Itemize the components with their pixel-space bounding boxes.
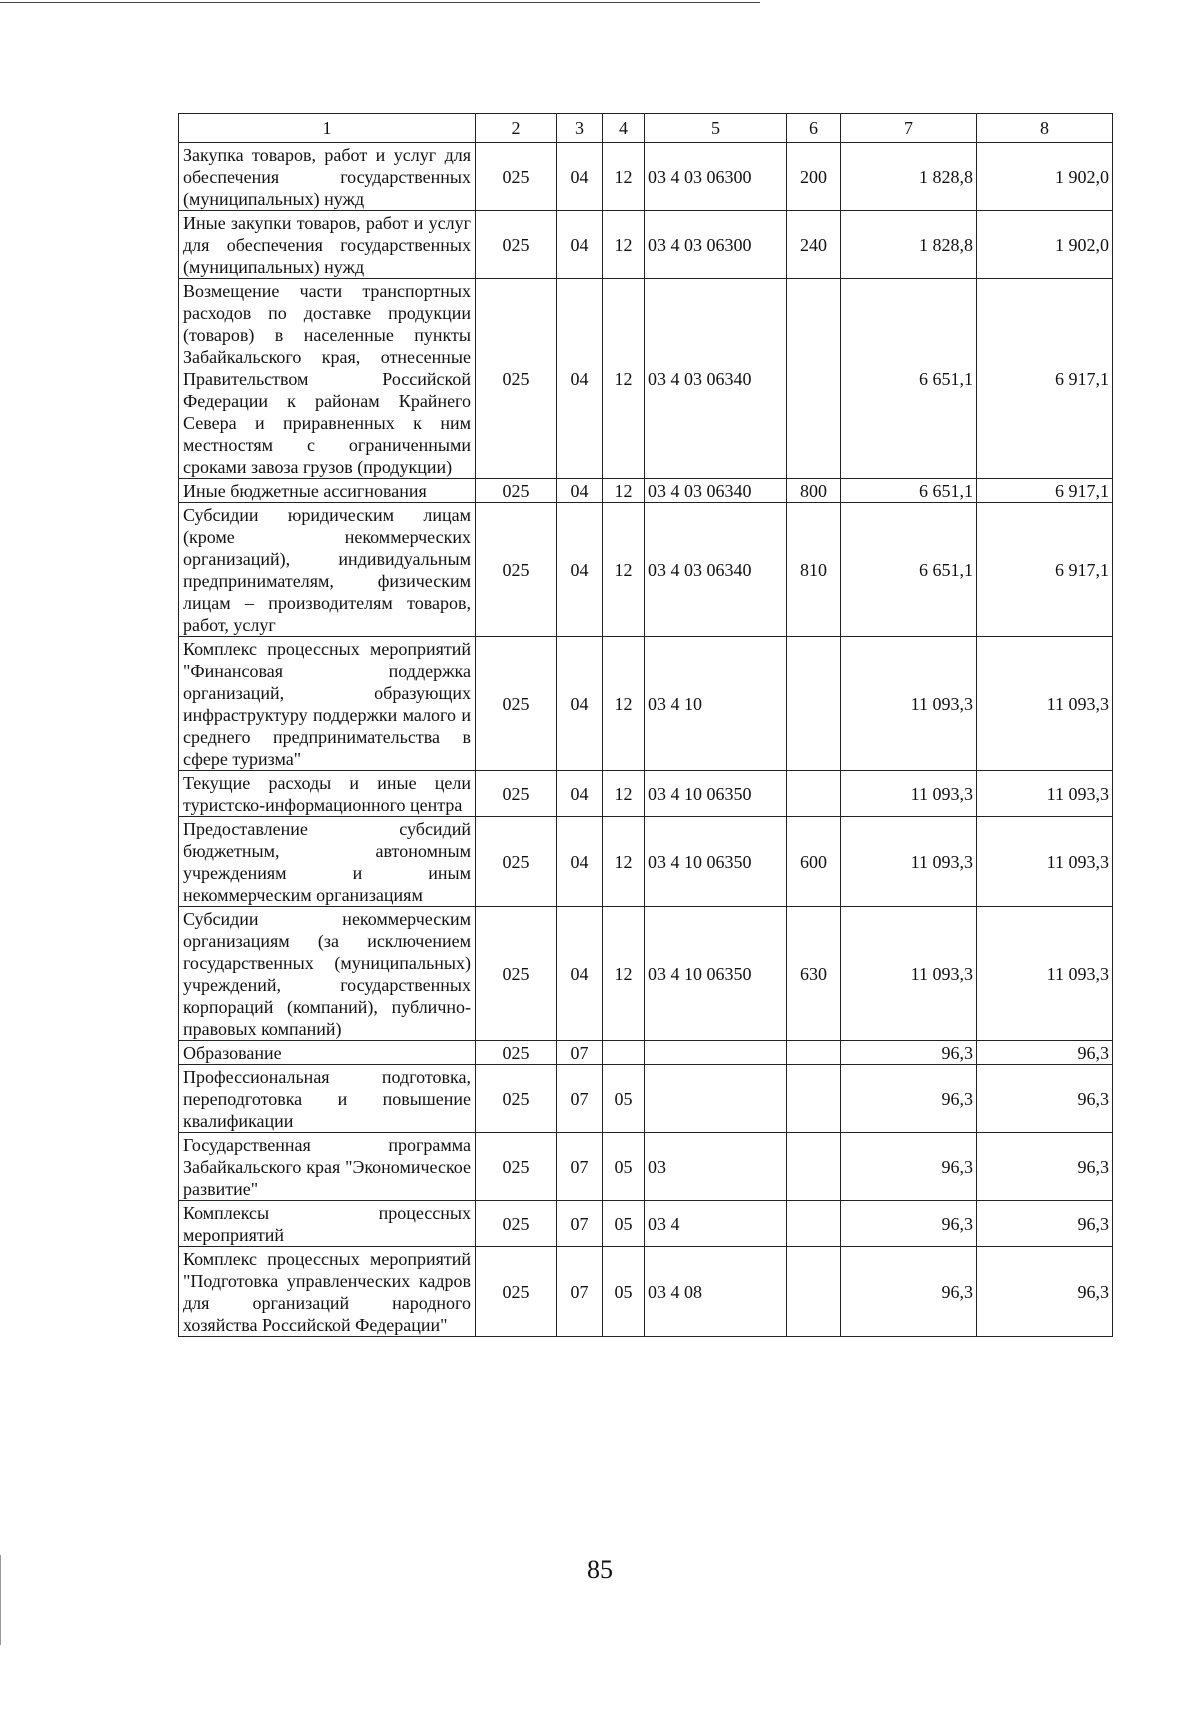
section-code: 04	[557, 503, 603, 637]
expense-type-code	[787, 1065, 841, 1133]
ministry-code: 025	[476, 907, 557, 1041]
amount-col7: 1 828,8	[841, 143, 977, 211]
subsection-code: 12	[603, 817, 645, 907]
amount-col8: 6 917,1	[977, 479, 1113, 503]
row-name: Государственная программа Забайкальского края "Экономическое развитие"	[179, 1133, 476, 1201]
amount-col8: 11 093,3	[977, 907, 1113, 1041]
expense-type-code	[787, 637, 841, 771]
column-header: 1	[179, 114, 476, 143]
target-article-code: 03 4 03 06340	[645, 503, 787, 637]
subsection-code: 12	[603, 771, 645, 817]
expense-type-code	[787, 1041, 841, 1065]
budget-table	[178, 113, 1113, 1337]
amount-col7: 11 093,3	[841, 771, 977, 817]
table-row	[179, 817, 1113, 907]
ministry-code: 025	[476, 1065, 557, 1133]
target-article-code: 03 4 03 06300	[645, 211, 787, 279]
target-article-code: 03 4 03 06340	[645, 279, 787, 479]
expense-type-code	[787, 1133, 841, 1201]
target-article-code: 03 4 10	[645, 637, 787, 771]
target-article-code	[645, 1041, 787, 1065]
row-name: Закупка товаров, работ и услуг для обеспечения государственных (муниципальных) нужд	[179, 143, 476, 211]
section-code: 04	[557, 771, 603, 817]
scan-top-rule	[0, 2, 760, 3]
subsection-code: 12	[603, 503, 645, 637]
table-row	[179, 771, 1113, 817]
table-row	[179, 1133, 1113, 1201]
amount-col8: 96,3	[977, 1065, 1113, 1133]
amount-col8: 6 917,1	[977, 503, 1113, 637]
table-row	[179, 1041, 1113, 1065]
target-article-code: 03 4 10 06350	[645, 907, 787, 1041]
subsection-code: 12	[603, 279, 645, 479]
section-code: 07	[557, 1041, 603, 1065]
target-article-code: 03 4 10 06350	[645, 817, 787, 907]
expense-type-code: 600	[787, 817, 841, 907]
column-header: 3	[557, 114, 603, 143]
page-number: 85	[587, 1555, 613, 1584]
amount-col7: 96,3	[841, 1201, 977, 1247]
section-code: 07	[557, 1065, 603, 1133]
expense-type-code: 240	[787, 211, 841, 279]
section-code: 04	[557, 279, 603, 479]
expense-type-code: 810	[787, 503, 841, 637]
ministry-code: 025	[476, 1041, 557, 1065]
subsection-code: 05	[603, 1247, 645, 1337]
target-article-code: 03 4 03 06300	[645, 143, 787, 211]
row-name: Комплексы процессных мероприятий	[179, 1201, 476, 1247]
amount-col7: 11 093,3	[841, 817, 977, 907]
amount-col8: 1 902,0	[977, 143, 1113, 211]
row-name: Субсидии юридическим лицам (кроме некоммерческих организаций), индивидуальным предпринимателям, физическим лицам – производителям товаров, работ, услуг	[179, 503, 476, 637]
amount-col8: 96,3	[977, 1041, 1113, 1065]
row-name: Иные закупки товаров, работ и услуг для обеспечения государственных (муниципальных) нужд	[179, 211, 476, 279]
section-code: 04	[557, 479, 603, 503]
subsection-code: 12	[603, 211, 645, 279]
expense-type-code: 630	[787, 907, 841, 1041]
section-code: 04	[557, 817, 603, 907]
subsection-code: 05	[603, 1133, 645, 1201]
amount-col7: 96,3	[841, 1041, 977, 1065]
subsection-code: 12	[603, 637, 645, 771]
expense-type-code	[787, 279, 841, 479]
column-header: 8	[977, 114, 1113, 143]
table-row	[179, 1065, 1113, 1133]
row-name: Предоставление субсидий бюджетным, автономным учреждениям и иным некоммерческим организациям	[179, 817, 476, 907]
subsection-code: 12	[603, 479, 645, 503]
amount-col8: 6 917,1	[977, 279, 1113, 479]
amount-col7: 1 828,8	[841, 211, 977, 279]
amount-col8: 11 093,3	[977, 637, 1113, 771]
ministry-code: 025	[476, 817, 557, 907]
amount-col8: 96,3	[977, 1133, 1113, 1201]
table-row	[179, 143, 1113, 211]
ministry-code: 025	[476, 771, 557, 817]
amount-col7: 6 651,1	[841, 503, 977, 637]
amount-col7: 6 651,1	[841, 279, 977, 479]
row-name: Текущие расходы и иные цели туристско-информационного центра	[179, 771, 476, 817]
column-header: 7	[841, 114, 977, 143]
ministry-code: 025	[476, 479, 557, 503]
amount-col8: 1 902,0	[977, 211, 1113, 279]
expense-type-code	[787, 1201, 841, 1247]
table-row	[179, 479, 1113, 503]
row-name: Комплекс процессных мероприятий "Подготовка управленческих кадров для организаций народного хозяйства Российской Федерации"	[179, 1247, 476, 1337]
table-header-row	[179, 114, 1113, 143]
scan-edge-mark	[0, 1555, 1, 1645]
subsection-code: 05	[603, 1065, 645, 1133]
section-code: 04	[557, 143, 603, 211]
amount-col7: 96,3	[841, 1065, 977, 1133]
target-article-code: 03 4 10 06350	[645, 771, 787, 817]
subsection-code: 12	[603, 143, 645, 211]
section-code: 07	[557, 1247, 603, 1337]
expense-type-code	[787, 771, 841, 817]
section-code: 07	[557, 1201, 603, 1247]
column-header: 6	[787, 114, 841, 143]
amount-col7: 6 651,1	[841, 479, 977, 503]
target-article-code: 03	[645, 1133, 787, 1201]
amount-col8: 96,3	[977, 1247, 1113, 1337]
row-name: Возмещение части транспортных расходов по доставке продукции (товаров) в населенные пункты Забайкальского края, отнесенные Правительством Российской Федерации к районам Крайнего Севера и приравненных к ним местностям с ограниченными сроками завоза грузов (продукции)	[179, 279, 476, 479]
amount-col8: 11 093,3	[977, 817, 1113, 907]
column-header: 2	[476, 114, 557, 143]
section-code: 04	[557, 907, 603, 1041]
subsection-code: 12	[603, 907, 645, 1041]
amount-col7: 96,3	[841, 1247, 977, 1337]
section-code: 04	[557, 637, 603, 771]
expense-type-code: 800	[787, 479, 841, 503]
expense-type-code	[787, 1247, 841, 1337]
ministry-code: 025	[476, 143, 557, 211]
ministry-code: 025	[476, 279, 557, 479]
ministry-code: 025	[476, 637, 557, 771]
table-row	[179, 1201, 1113, 1247]
row-name: Профессиональная подготовка, переподготовка и повышение квалификации	[179, 1065, 476, 1133]
amount-col7: 96,3	[841, 1133, 977, 1201]
row-name: Комплекс процессных мероприятий "Финансовая поддержка организаций, образующих инфраструктуру поддержки малого и среднего предпринимательства в сфере туризма"	[179, 637, 476, 771]
amount-col7: 11 093,3	[841, 907, 977, 1041]
row-name: Образование	[179, 1041, 476, 1065]
column-header: 5	[645, 114, 787, 143]
row-name: Иные бюджетные ассигнования	[179, 479, 476, 503]
amount-col7: 11 093,3	[841, 637, 977, 771]
table-row	[179, 637, 1113, 771]
row-name: Субсидии некоммерческим организациям (за исключением государственных (муниципальных) учреждений, государственных корпораций (компаний), публично-правовых компаний)	[179, 907, 476, 1041]
amount-col8: 96,3	[977, 1201, 1113, 1247]
target-article-code: 03 4 08	[645, 1247, 787, 1337]
ministry-code: 025	[476, 1201, 557, 1247]
amount-col8: 11 093,3	[977, 771, 1113, 817]
subsection-code	[603, 1041, 645, 1065]
section-code: 04	[557, 211, 603, 279]
target-article-code: 03 4 03 06340	[645, 479, 787, 503]
table-row	[179, 907, 1113, 1041]
table-row	[179, 211, 1113, 279]
table-row	[179, 279, 1113, 479]
ministry-code: 025	[476, 211, 557, 279]
table-row	[179, 503, 1113, 637]
subsection-code: 05	[603, 1201, 645, 1247]
section-code: 07	[557, 1133, 603, 1201]
target-article-code	[645, 1065, 787, 1133]
ministry-code: 025	[476, 1247, 557, 1337]
ministry-code: 025	[476, 503, 557, 637]
ministry-code: 025	[476, 1133, 557, 1201]
expense-type-code: 200	[787, 143, 841, 211]
table-row	[179, 1247, 1113, 1337]
column-header: 4	[603, 114, 645, 143]
target-article-code: 03 4	[645, 1201, 787, 1247]
